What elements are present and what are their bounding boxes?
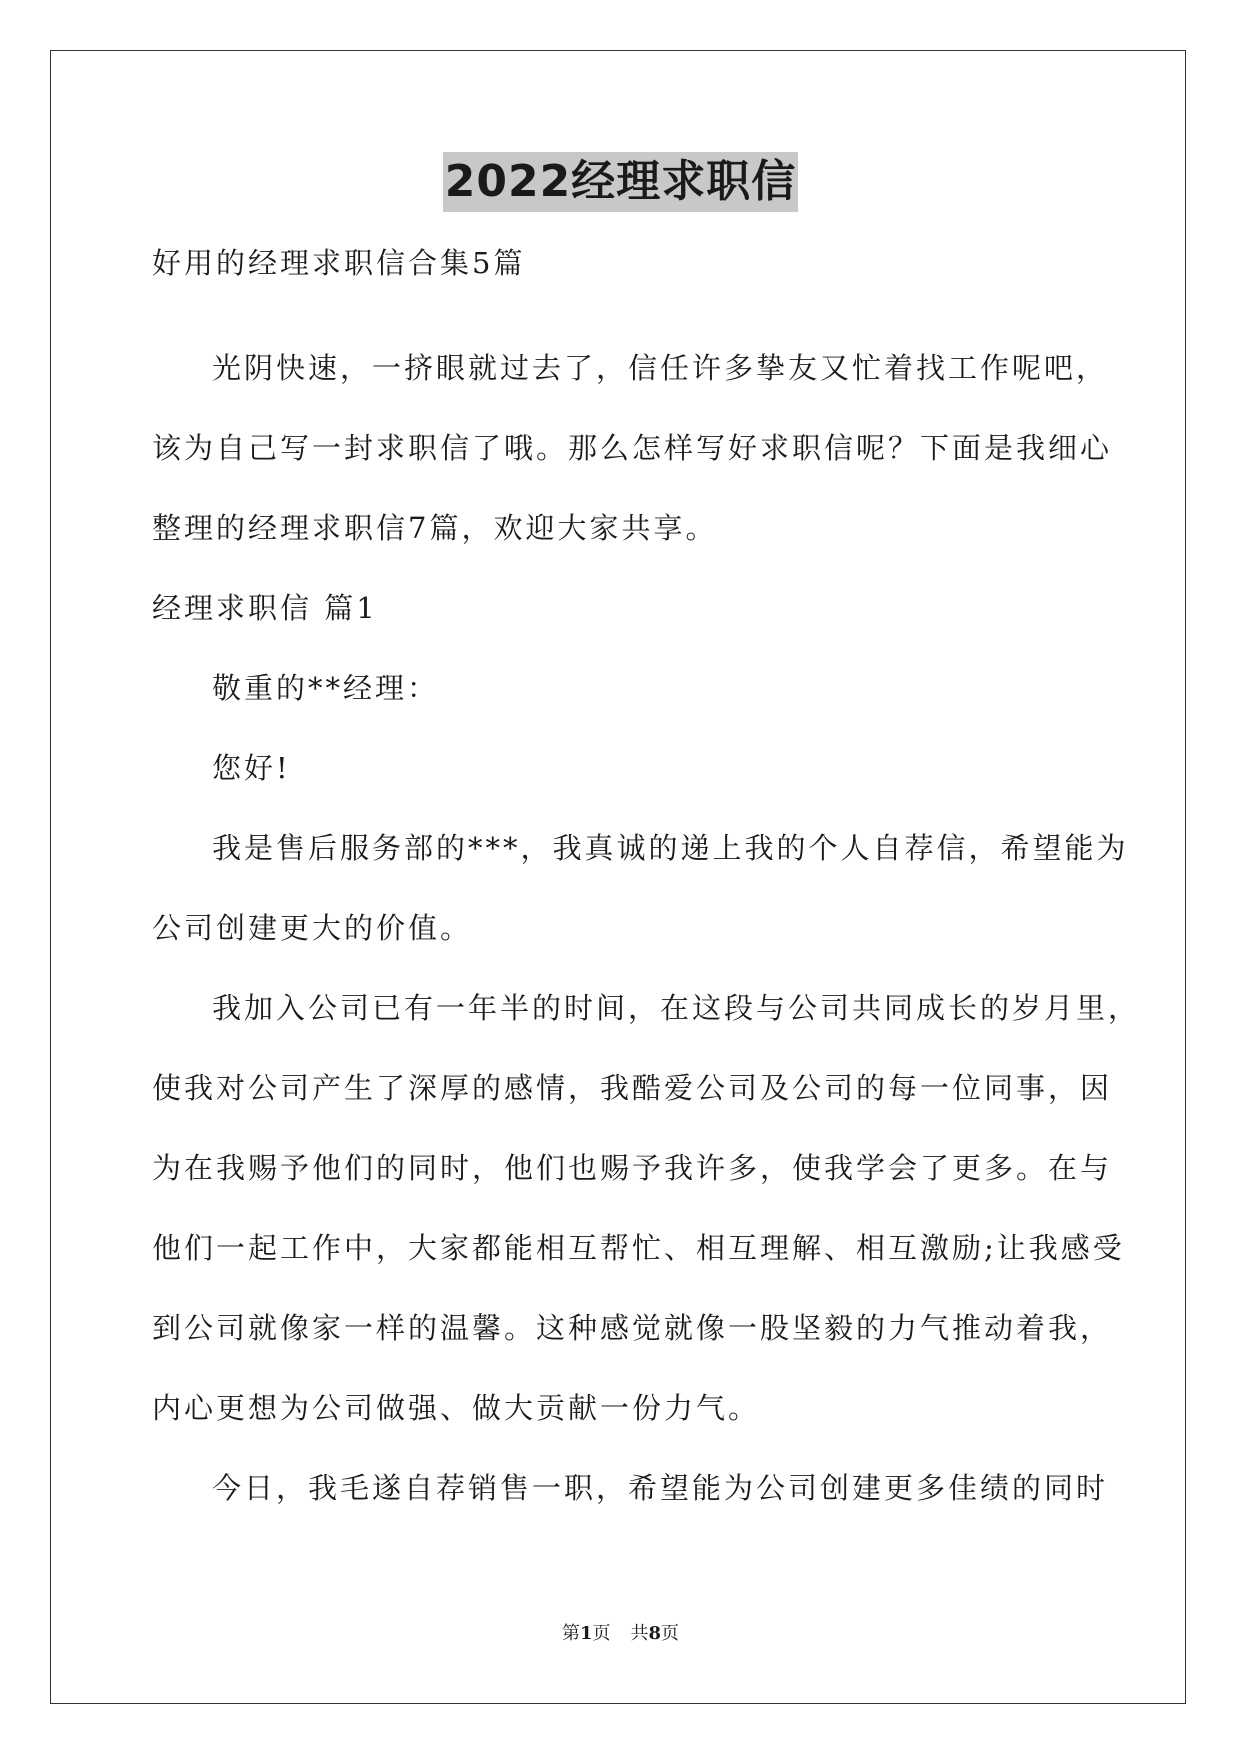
greeting-line: 您好! [212,751,291,785]
total-prefix: 共 [630,1623,649,1644]
paragraph-line: 整理的经理求职信7篇，欢迎大家共享。 [152,511,718,545]
paragraph-line: 公司创建更大的价值。 [152,911,473,945]
page-prefix: 第 [561,1623,580,1644]
page-border [50,50,1186,1704]
page-footer [0,1622,1241,1646]
paragraph-line: 该为自己写一封求职信了哦。那么怎样写好求职信呢？下面是我细心 [152,431,1113,465]
page-total: 8 [648,1623,662,1644]
paragraph-line: 他们一起工作中，大家都能相互帮忙、相互理解、相互激励;让我感受 [152,1231,1125,1265]
page-suffix: 页 [592,1623,611,1644]
document-title-text: 2022经理求职信 [443,152,798,212]
page-current: 1 [579,1623,593,1644]
paragraph-line: 到公司就像家一样的温馨。这种感觉就像一股坚毅的力气推动着我， [152,1311,1113,1345]
paragraph-line: 我是售后服务部的***，我真诚的递上我的个人自荐信，希望能为 [212,831,1129,865]
paragraph-line: 使我对公司产生了深厚的感情，我酷爱公司及公司的每一位同事，因 [152,1071,1113,1105]
subtitle-line: 好用的经理求职信合集5篇 [152,246,526,280]
section-heading: 经理求职信 篇1 [152,591,378,625]
paragraph-line: 光阴快速，一挤眼就过去了，信任许多挚友又忙着找工作呢吧， [212,351,1109,385]
total-suffix: 页 [661,1623,680,1644]
paragraph-line: 今日，我毛遂自荐销售一职，希望能为公司创建更多佳绩的同时 [212,1471,1109,1505]
paragraph-line: 为在我赐予他们的同时，他们也赐予我许多，使我学会了更多。在与 [152,1151,1113,1185]
paragraph-line: 我加入公司已有一年半的时间，在这段与公司共同成长的岁月里， [212,991,1141,1025]
paragraph-line: 内心更想为公司做强、做大贡献一份力气。 [152,1391,761,1425]
document-title [0,152,1241,212]
salutation-line: 敬重的**经理： [212,671,440,705]
